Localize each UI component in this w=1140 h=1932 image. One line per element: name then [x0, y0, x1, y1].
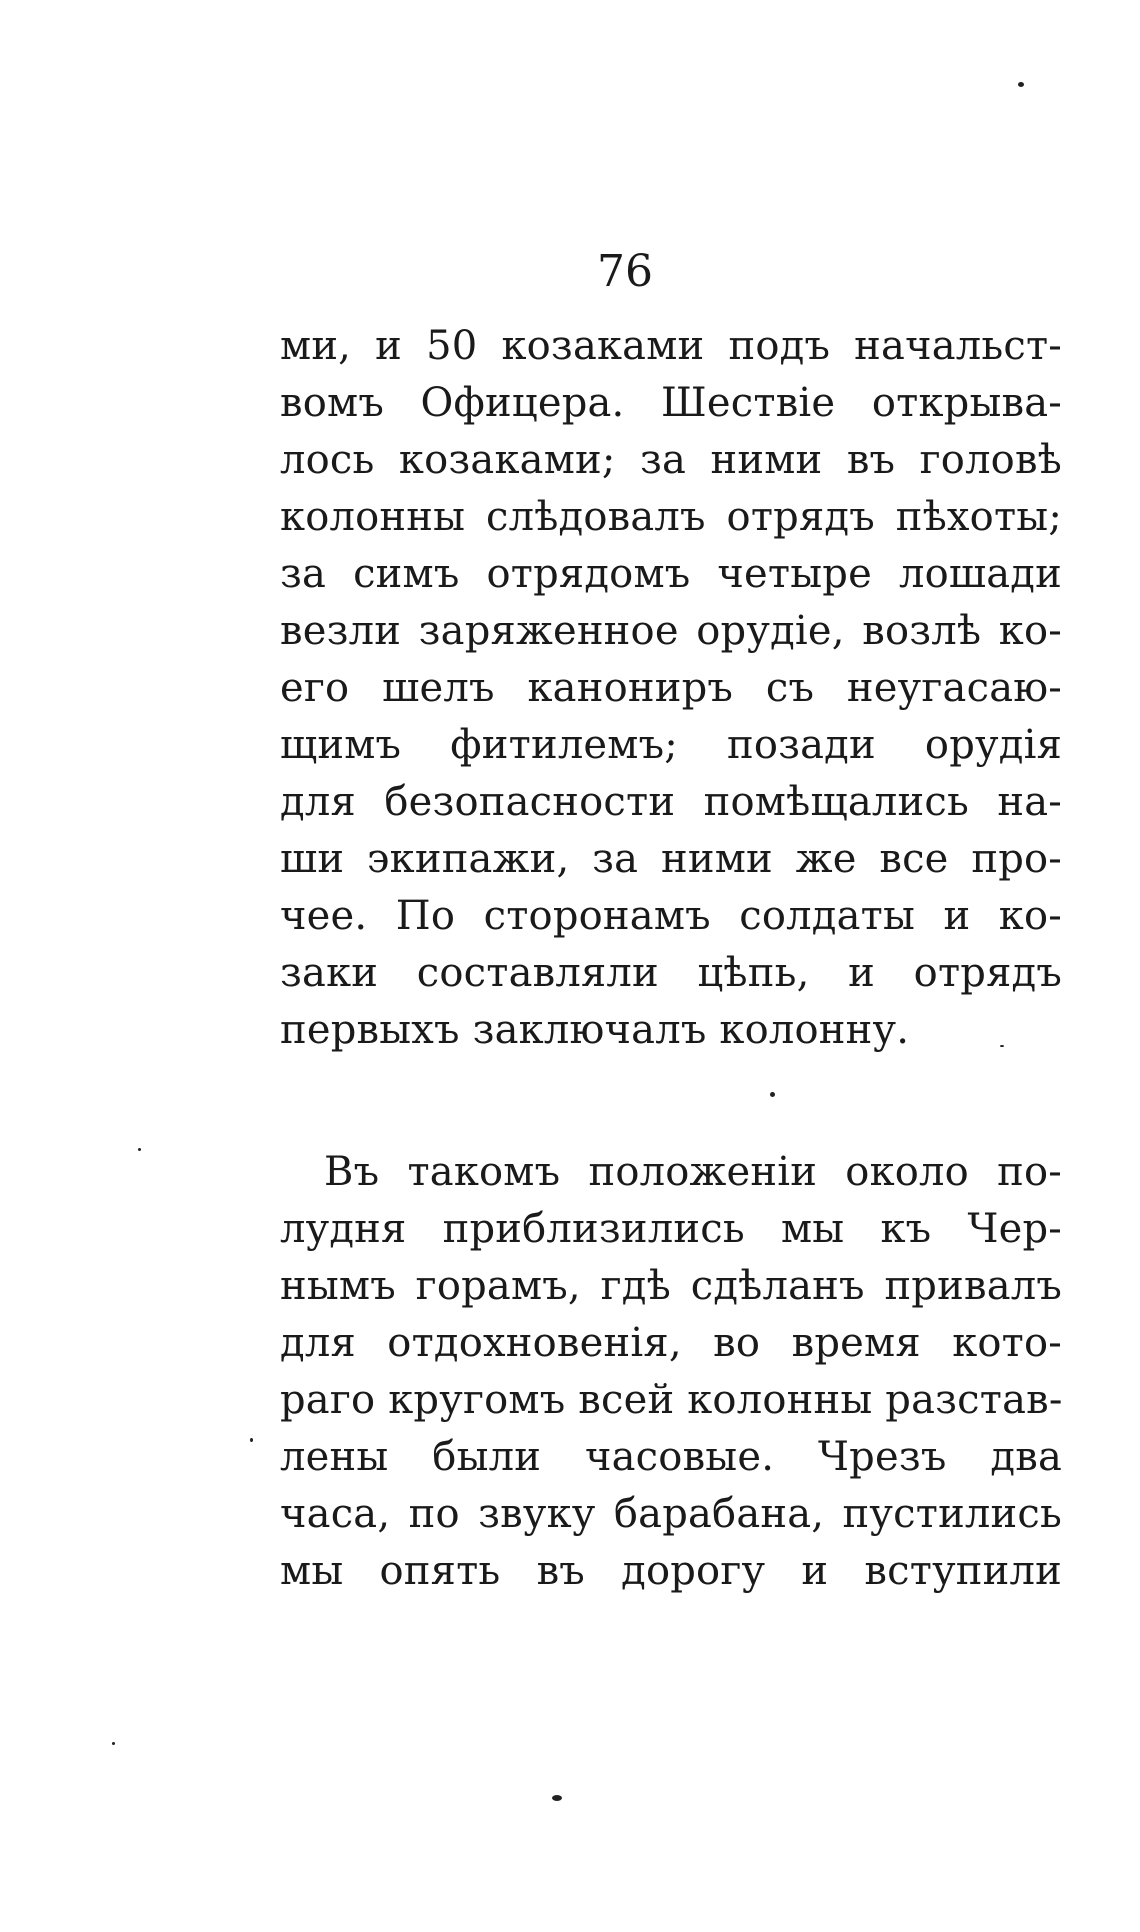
scan-speck	[552, 1795, 562, 1801]
scan-speck	[1000, 1045, 1004, 1047]
text-line: ши экипажи, за ними же все про-	[280, 836, 1062, 882]
text-line: везли заряженное орудіе, возлѣ ко-	[280, 608, 1062, 654]
text-line: лены были часовые. Чрезъ два	[280, 1434, 1062, 1480]
text-line: за симъ отрядомъ четыре лошади	[280, 551, 1062, 597]
text-line: Въ такомъ положеніи около по-	[324, 1149, 1062, 1195]
text-line: для безопасности помѣщались на-	[280, 779, 1062, 825]
text-line: раго кругомъ всей колонны разстав-	[280, 1377, 1063, 1423]
text-line: лось козаками; за ними въ головѣ	[280, 437, 1062, 483]
text-line: колонны слѣдовалъ отрядъ пѣхоты;	[280, 494, 1062, 540]
text-line: первыхъ заключалъ колонну.	[280, 1007, 910, 1053]
scan-speck	[250, 1438, 253, 1442]
text-line: мы опять въ дорогу и вступили	[280, 1548, 1062, 1594]
scan-speck	[138, 1148, 141, 1151]
text-line: чее. По сторонамъ солдаты и ко-	[280, 893, 1062, 939]
text-line: ми, и 50 козаками подъ начальст-	[280, 323, 1062, 369]
text-line: вомъ Офицера. Шествіе открыва-	[280, 380, 1062, 426]
text-line: часа, по звуку барабана, пустились	[280, 1491, 1062, 1537]
text-line: для отдохновенія, во время кото-	[280, 1320, 1062, 1366]
scan-speck	[770, 1092, 775, 1097]
paragraph-1	[280, 318, 1062, 1059]
text-line: заки составляли цѣпь, и отрядъ	[280, 950, 1062, 996]
text-line: нымъ горамъ, гдѣ сдѣланъ привалъ	[280, 1263, 1062, 1309]
scan-speck	[112, 1742, 115, 1745]
text-line: лудня приблизились мы къ Чер-	[280, 1206, 1062, 1252]
page-number: 76	[597, 246, 653, 297]
text-line: щимъ фитилемъ; позади орудія	[280, 722, 1062, 768]
text-line: его шелъ канониръ съ неугасаю-	[280, 665, 1062, 711]
paragraph-2	[280, 1144, 1062, 1600]
scan-speck	[1018, 82, 1024, 87]
